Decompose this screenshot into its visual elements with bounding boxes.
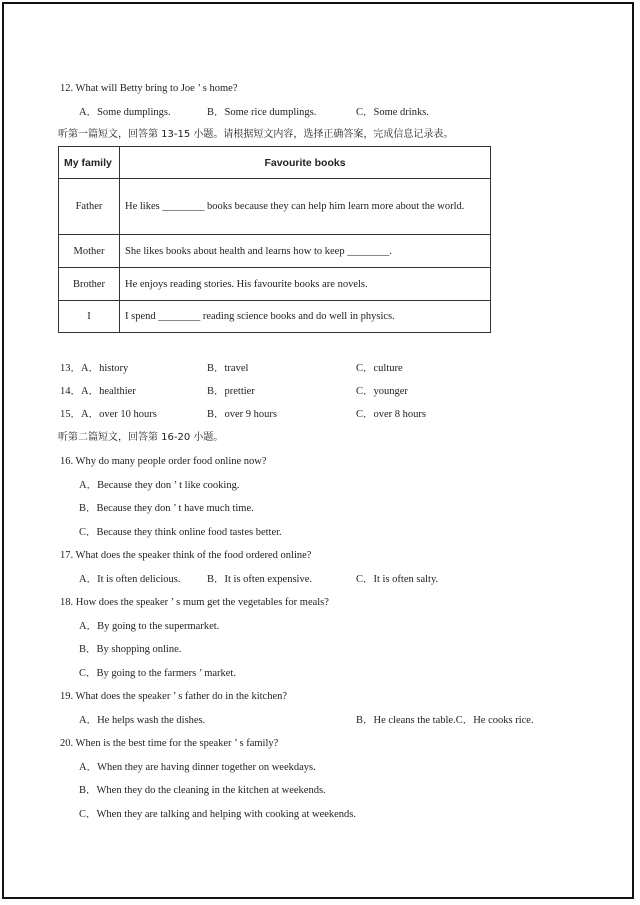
table-row: [59, 235, 491, 268]
question-16-option-b: B．Because they don ’ t have much time.: [79, 503, 254, 514]
passage-1-instruction: 听第一篇短文，回答第 13-15 小题。请根据短文内容，选择正确答案，完成信息记录表。: [58, 129, 454, 140]
question-16-option-c: C．Because they think online food tastes better.: [79, 527, 282, 538]
table-row: [59, 268, 491, 301]
question-20-option-b: B．When they do the cleaning in the kitchen at weekends.: [79, 785, 326, 796]
table-cell-member: Brother: [59, 268, 120, 301]
question-18-stem: 18. How does the speaker ’ s mum get the vegetables for meals?: [60, 597, 329, 608]
question-14-option-b: B．prettier: [207, 386, 255, 397]
table-cell-text: She likes books about health and learns how to keep ________.: [120, 235, 491, 268]
question-13-option-c: C．culture: [356, 363, 403, 374]
question-17-option-a: A．It is often delicious.: [79, 574, 181, 585]
question-16-stem: 16. Why do many people order food online now?: [60, 456, 267, 467]
table-cell-member: Mother: [59, 235, 120, 268]
question-19-stem: 19. What does the speaker ’ s father do in the kitchen?: [60, 691, 288, 702]
question-18-option-a: A．By going to the supermarket.: [79, 621, 220, 632]
table-header-row: [59, 147, 491, 179]
question-13-option-a: 13．A．history: [60, 363, 129, 374]
question-17-option-b: B．It is often expensive.: [207, 574, 312, 585]
table-row: [59, 179, 491, 235]
table-header-my-family: My family: [59, 147, 120, 179]
question-12-stem: 12. What will Betty bring to Joe ’ s home?: [60, 83, 238, 94]
question-14-option-c: C．younger: [356, 386, 408, 397]
question-17-option-c: C．It is often salty.: [356, 574, 439, 585]
question-12-option-c: C．Some drinks.: [356, 107, 429, 118]
table-cell-member: Father: [59, 179, 120, 235]
family-books-table: [58, 146, 491, 333]
question-18-option-b: B．By shopping online.: [79, 644, 182, 655]
table-cell-member: I: [59, 301, 120, 333]
question-19-option-a: A．He helps wash the dishes.: [79, 715, 206, 726]
question-12-option-b: B．Some rice dumplings.: [207, 107, 317, 118]
table-cell-text: I spend ________ reading science books and do well in physics.: [120, 301, 491, 333]
question-17-stem: 17. What does the speaker think of the food ordered online?: [60, 550, 312, 561]
question-12-option-a: A．Some dumplings.: [79, 107, 171, 118]
passage-2-instruction: 听第二篇短文，回答第 16-20 小题。: [58, 432, 224, 443]
question-14-option-a: 14．A．healthier: [60, 386, 136, 397]
table-row: [59, 301, 491, 333]
question-18-option-c: C．By going to the farmers ’ market.: [79, 668, 236, 679]
table-cell-text: He enjoys reading stories. His favourite books are novels.: [120, 268, 491, 301]
question-20-option-c: C．When they are talking and helping with cooking at weekends.: [79, 809, 357, 820]
question-16-option-a: A．Because they don ’ t like cooking.: [79, 480, 240, 491]
table-header-favourite-books: Favourite books: [120, 147, 491, 179]
question-20-option-a: A．When they are having dinner together on weekdays.: [79, 762, 316, 773]
table-cell-text: He likes ________ books because they can help him learn more about the world.: [120, 179, 491, 235]
question-15-option-b: B．over 9 hours: [207, 409, 277, 420]
question-20-stem: 20. When is the best time for the speaker ’ s family?: [60, 738, 279, 749]
question-15-option-c: C．over 8 hours: [356, 409, 426, 420]
question-15-option-a: 15．A．over 10 hours: [60, 409, 157, 420]
question-13-option-b: B．travel: [207, 363, 249, 374]
question-19-option-bc: B．He cleans the table.C．He cooks rice.: [356, 715, 534, 726]
